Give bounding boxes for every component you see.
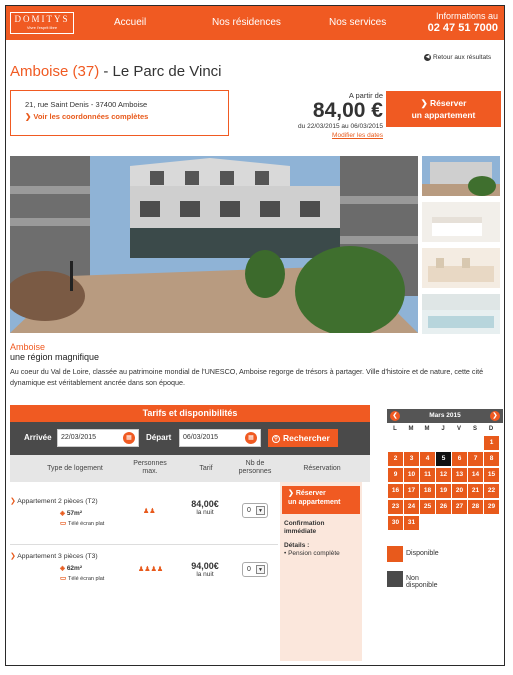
description-heading: une région magnifique [10,352,100,362]
thumbnail-image [422,294,500,334]
calendar-day[interactable]: 21 [468,484,483,498]
calendar-day[interactable]: 23 [388,500,403,514]
availability-calendar [387,409,503,532]
calendar-day[interactable]: 18 [420,484,435,498]
prev-month-icon[interactable]: ❮ [390,411,400,421]
reserve-button-label1: Réserver [295,490,326,497]
search-bar [10,422,370,455]
weekday-label: S [472,426,477,432]
calendar-day[interactable]: 28 [468,500,483,514]
calendar-day[interactable]: 2 [388,452,403,466]
person-icon: ♟ [144,566,151,573]
legend-available-label: Disponible [406,550,439,557]
calendar-day[interactable]: 9 [388,468,403,482]
departure-date-value: 06/03/2015 [183,434,219,441]
chevron-right-icon: ❯ [10,553,18,560]
table-row [10,482,278,544]
nav-accueil[interactable]: Accueil [114,17,147,28]
persons-select[interactable] [242,562,268,577]
search-button-label: Rechercher [283,433,330,443]
calendar-day[interactable]: 4 [420,452,435,466]
row-area [60,509,82,517]
thumbnail-1[interactable] [422,156,500,196]
calendar-day[interactable]: 1 [484,436,499,450]
calendar-day[interactable]: 26 [436,500,451,514]
table-row [10,545,278,605]
reserve-apartment-button[interactable] [282,486,360,514]
tarifs-title: Tarifs et disponibilités [10,405,370,422]
person-icon: ♟ [143,508,150,515]
nav-services[interactable]: Nos services [329,17,387,28]
thumbnail-image [422,156,500,196]
legend-unavailable-label: Non disponible [406,575,438,589]
row-tv-label: Télé écran plat [67,521,105,527]
main-photo[interactable] [10,156,418,333]
calendar-day[interactable]: 22 [484,484,499,498]
title-residence: - Le Parc de Vinci [99,63,222,80]
person-icon: ♟ [156,566,164,573]
logo-name: DOMITYS [14,14,70,24]
thumbnail-4[interactable] [422,294,500,334]
persons-select-value: 0 [247,566,251,573]
calendar-day[interactable]: 17 [404,484,419,498]
persons-select-value: 0 [247,507,251,514]
calendar-day[interactable]: 5 [436,452,451,466]
row-tv-label: Télé écran plat [67,576,105,582]
person-icon: ♟ [150,566,157,573]
tv-icon: ▭ [60,575,68,582]
row-tv [60,519,104,527]
book-apartment-button[interactable] [386,91,501,127]
persons-select[interactable] [242,503,268,518]
arrow-left-icon: ◀ [425,54,430,60]
calendar-weekdays [387,423,503,436]
reservation-info [280,514,362,558]
calendar-header [387,409,503,423]
logo-tagline: Vivre l'esprit libre [26,25,58,30]
arrival-date-value: 22/03/2015 [61,434,97,441]
weekday-label: M [424,426,430,432]
book-button-line1 [386,97,501,109]
details-text: • Pension complète [284,550,340,557]
calendar-icon[interactable]: ▦ [245,432,257,444]
row-tv [60,574,104,582]
calendar-day[interactable]: 14 [468,468,483,482]
residence-photo [10,156,418,333]
calendar-day[interactable]: 31 [404,516,419,530]
confirmation-text: Confirmation immédiate [284,520,325,535]
search-button[interactable] [268,429,338,447]
calendar-day[interactable]: 20 [452,484,467,498]
calendar-day[interactable]: 7 [468,452,483,466]
weekday-label: D [488,426,494,432]
weekday-label: L [393,426,397,432]
logo[interactable] [10,12,74,34]
title-city: Amboise (37) [10,63,100,80]
col-type: Type de logement [47,465,103,472]
col-persons: Personnes max. [133,460,167,475]
modify-dates-link[interactable]: Modifier les dates [332,132,383,139]
coords-link-label: Voir les coordonnées complètes [33,112,149,121]
thumbnail-image [422,248,500,288]
calendar-day[interactable]: 11 [420,468,435,482]
chevron-right-icon: ❯ [25,112,32,121]
nav-residences[interactable]: Nos résidences [212,17,281,28]
reservation-panel [280,482,362,661]
row-price: 84,00€ [191,499,219,509]
next-month-icon[interactable]: ❯ [490,411,500,421]
person-icon: ♟ [149,508,156,515]
top-navbar [6,6,504,40]
calendar-day[interactable]: 27 [452,500,467,514]
calendar-day[interactable]: 24 [404,500,419,514]
address-text: 21, rue Saint Denis - 37400 Amboise [25,100,148,109]
thumbnail-2[interactable] [422,202,500,242]
weekday-label: M [408,426,414,432]
row-price: 94,00€ [191,561,219,571]
details-label: Détails : [284,542,310,549]
persons-icons [143,507,156,515]
chevron-down-icon: ▼ [256,506,265,515]
col-reservation: Réservation [303,465,341,472]
price-dates: du 22/03/2015 au 06/03/2015 [298,123,383,130]
info-label: Informations au [435,11,498,21]
page-frame [5,5,505,666]
calendar-day[interactable]: 30 [388,516,403,530]
arrival-label: Arrivée [24,433,52,442]
row-tarif [185,561,225,578]
row-area-value: 62m² [66,565,82,572]
departure-label: Départ [146,433,172,442]
person-icon: ♟ [138,566,145,573]
calendar-day[interactable]: 19 [436,484,451,498]
reserve-button-line1 [288,489,360,498]
info-phone[interactable]: 02 47 51 7000 [427,22,498,34]
price-block [268,91,383,139]
row-tarif [185,499,225,516]
back-to-results-link[interactable] [424,54,491,61]
calendar-day[interactable]: 8 [484,452,499,466]
price-amount: 84,00 € [312,99,383,122]
price-from-label: A partir de [348,91,383,100]
description-text: Au coeur du Val de Loire, classée au patrimoine mondial de l'UNESCO, Amboise regorge de trésors à partager. Ville d'histoire et de nature, cette cité dynamique est véritablement ancrée dans son époque. [10,367,484,387]
row-unit: la nuit [196,509,214,516]
reserve-button-label2: un appartement [288,499,341,506]
search-icon: ⚲ [272,435,280,443]
departure-date-field[interactable] [179,429,261,447]
weekday-label: J [441,426,445,432]
row-name-label: Appartement 3 pièces (T3) [17,553,98,560]
row-area [60,564,82,572]
calendar-day[interactable]: 15 [484,468,499,482]
row-name[interactable] [10,552,98,560]
col-tarif: Tarif [199,465,213,472]
calendar-day[interactable]: 13 [452,468,467,482]
calendar-day[interactable]: 12 [436,468,451,482]
persons-icons [138,565,163,573]
calendar-day[interactable]: 3 [404,452,419,466]
legend-swatch-unavailable [387,571,403,587]
back-link-label: Retour aux résultats [433,54,492,62]
tarifs-section [10,405,370,661]
calendar-day[interactable]: 10 [404,468,419,482]
coords-link[interactable] [25,112,228,121]
address-box [10,90,229,136]
thumbnail-image [422,202,500,242]
book-button-label2: un appartement [411,110,476,120]
calendar-icon[interactable]: ▦ [123,432,135,444]
row-area-value: 57m² [66,510,82,517]
calendar-day[interactable]: 25 [420,500,435,514]
weekday-label: V [456,426,461,432]
page-title [10,63,222,80]
table-header [10,455,370,482]
chevron-right-icon: ❯ [288,490,296,497]
calendar-grid [387,436,503,532]
calendar-day[interactable]: 29 [484,500,499,514]
calendar-month: Mars 2015 [429,412,461,419]
chevron-right-icon: ❯ [10,498,18,505]
row-name-label: Appartement 2 pièces (T2) [17,498,98,505]
legend-swatch-available [387,546,403,562]
calendar-day[interactable]: 6 [452,452,467,466]
arrival-date-field[interactable] [57,429,139,447]
row-unit: la nuit [196,571,214,578]
book-button-label1: Réserver [430,98,467,108]
chevron-right-icon: ❯ [420,98,431,108]
info-contact [428,11,498,35]
chevron-down-icon: ▼ [256,565,265,574]
area-icon: ◈ [60,510,67,517]
col-nb-persons: Nb de personnes [238,460,272,475]
row-name[interactable] [10,497,98,505]
thumbnail-3[interactable] [422,248,500,288]
calendar-day[interactable]: 16 [388,484,403,498]
tv-icon: ▭ [60,520,68,527]
description-city: Amboise [10,342,46,352]
area-icon: ◈ [60,565,67,572]
